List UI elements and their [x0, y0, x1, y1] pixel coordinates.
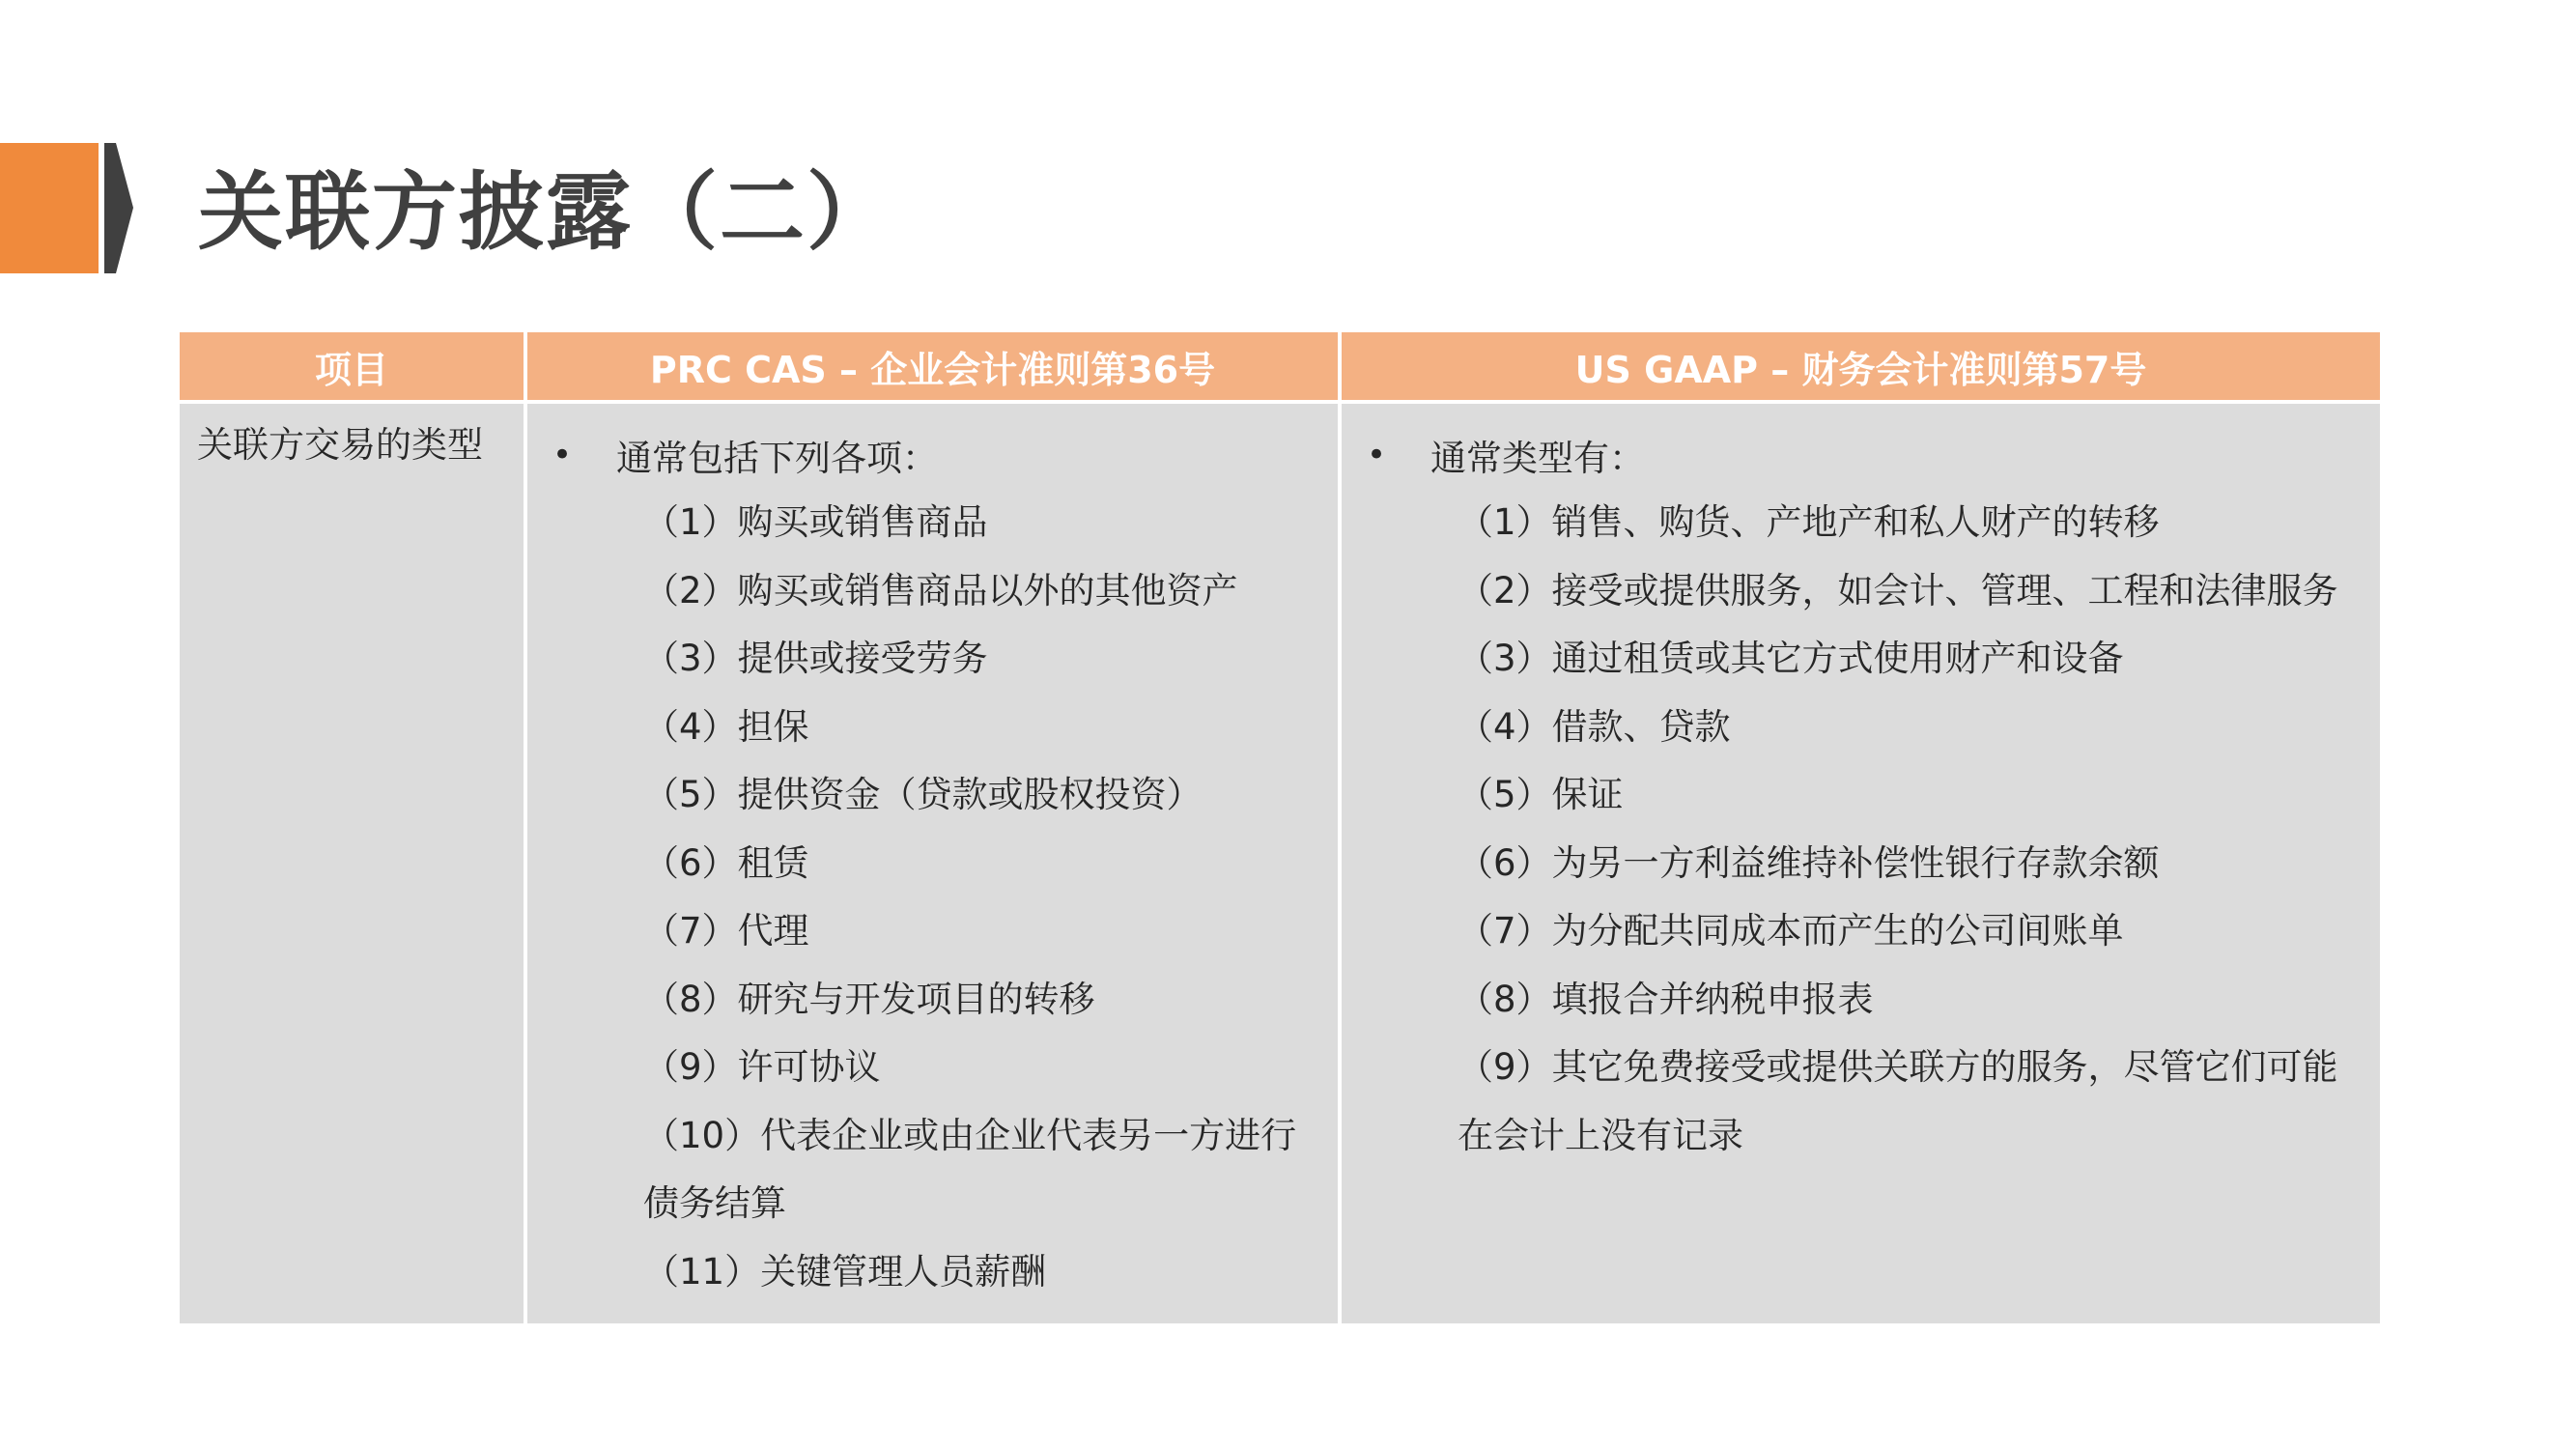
comparison-table: [180, 332, 2376, 1323]
list-item: （7）为分配共同成本而产生的公司间账单: [1458, 910, 2124, 952]
row-label-cell: [180, 404, 524, 1323]
list-item: （7）代理: [643, 910, 809, 952]
list-item: （6）为另一方利益维持补偿性银行存款余额: [1458, 841, 2160, 884]
title-accent-bar: [0, 143, 99, 273]
list-item: （9）许可协议: [643, 1046, 881, 1088]
row-label: 关联方交易的类型: [197, 424, 483, 466]
page-title: 关联方披露（二）: [198, 162, 894, 262]
bullet-icon: •: [552, 436, 573, 474]
list-item: （2）购买或销售商品以外的其他资产: [643, 569, 1238, 611]
list-item: （2）接受或提供服务，如会计、管理、工程和法律服务: [1458, 569, 2338, 611]
header-us-gaap: US GAAP – 财务会计准则第57号: [1342, 332, 2380, 400]
list-item: （4）借款、贷款: [1458, 705, 1731, 748]
list-item: （3）通过租赁或其它方式使用财产和设备: [1458, 638, 2124, 679]
gaap-cell: [1342, 404, 2380, 1323]
list-item: （1）销售、购货、产地产和私人财产的转移: [1458, 501, 2160, 543]
list-item: （5）提供资金（贷款或股权投资）: [643, 774, 1203, 815]
list-item: （9）其它免费接受或提供关联方的服务，尽管它们可能在会计上没有记录: [1458, 1046, 2338, 1156]
list-item: （1）购买或销售商品: [643, 501, 988, 543]
list-item: （8）研究与开发项目的转移: [643, 978, 1095, 1020]
list-item: （4）担保: [643, 705, 809, 748]
gaap-intro: 通常类型有：: [1430, 438, 1645, 479]
cas-intro-line: [547, 421, 1318, 489]
list-item: （10）代表企业或由企业代表另一方进行债务结算: [643, 1114, 1297, 1224]
list-item: （3）提供或接受劳务: [643, 638, 988, 679]
list-item: （8）填报合并纳税申报表: [1458, 978, 1874, 1020]
list-item: （5）保证: [1458, 774, 1624, 815]
cas-cell: [527, 404, 1338, 1323]
gaap-item-list: [1361, 489, 2361, 1170]
list-item: （11）关键管理人员薪酬: [643, 1250, 1047, 1293]
gaap-intro-line: [1361, 421, 2361, 489]
cas-item-list: [547, 489, 1318, 1306]
cas-intro: 通常包括下列各项：: [616, 438, 938, 479]
list-item: （6）租赁: [643, 841, 809, 884]
header-item: 项目: [180, 332, 524, 400]
chevron-right-icon: [104, 143, 133, 273]
header-prc-cas: PRC CAS – 企业会计准则第36号: [527, 332, 1338, 400]
bullet-icon: •: [1367, 436, 1387, 474]
